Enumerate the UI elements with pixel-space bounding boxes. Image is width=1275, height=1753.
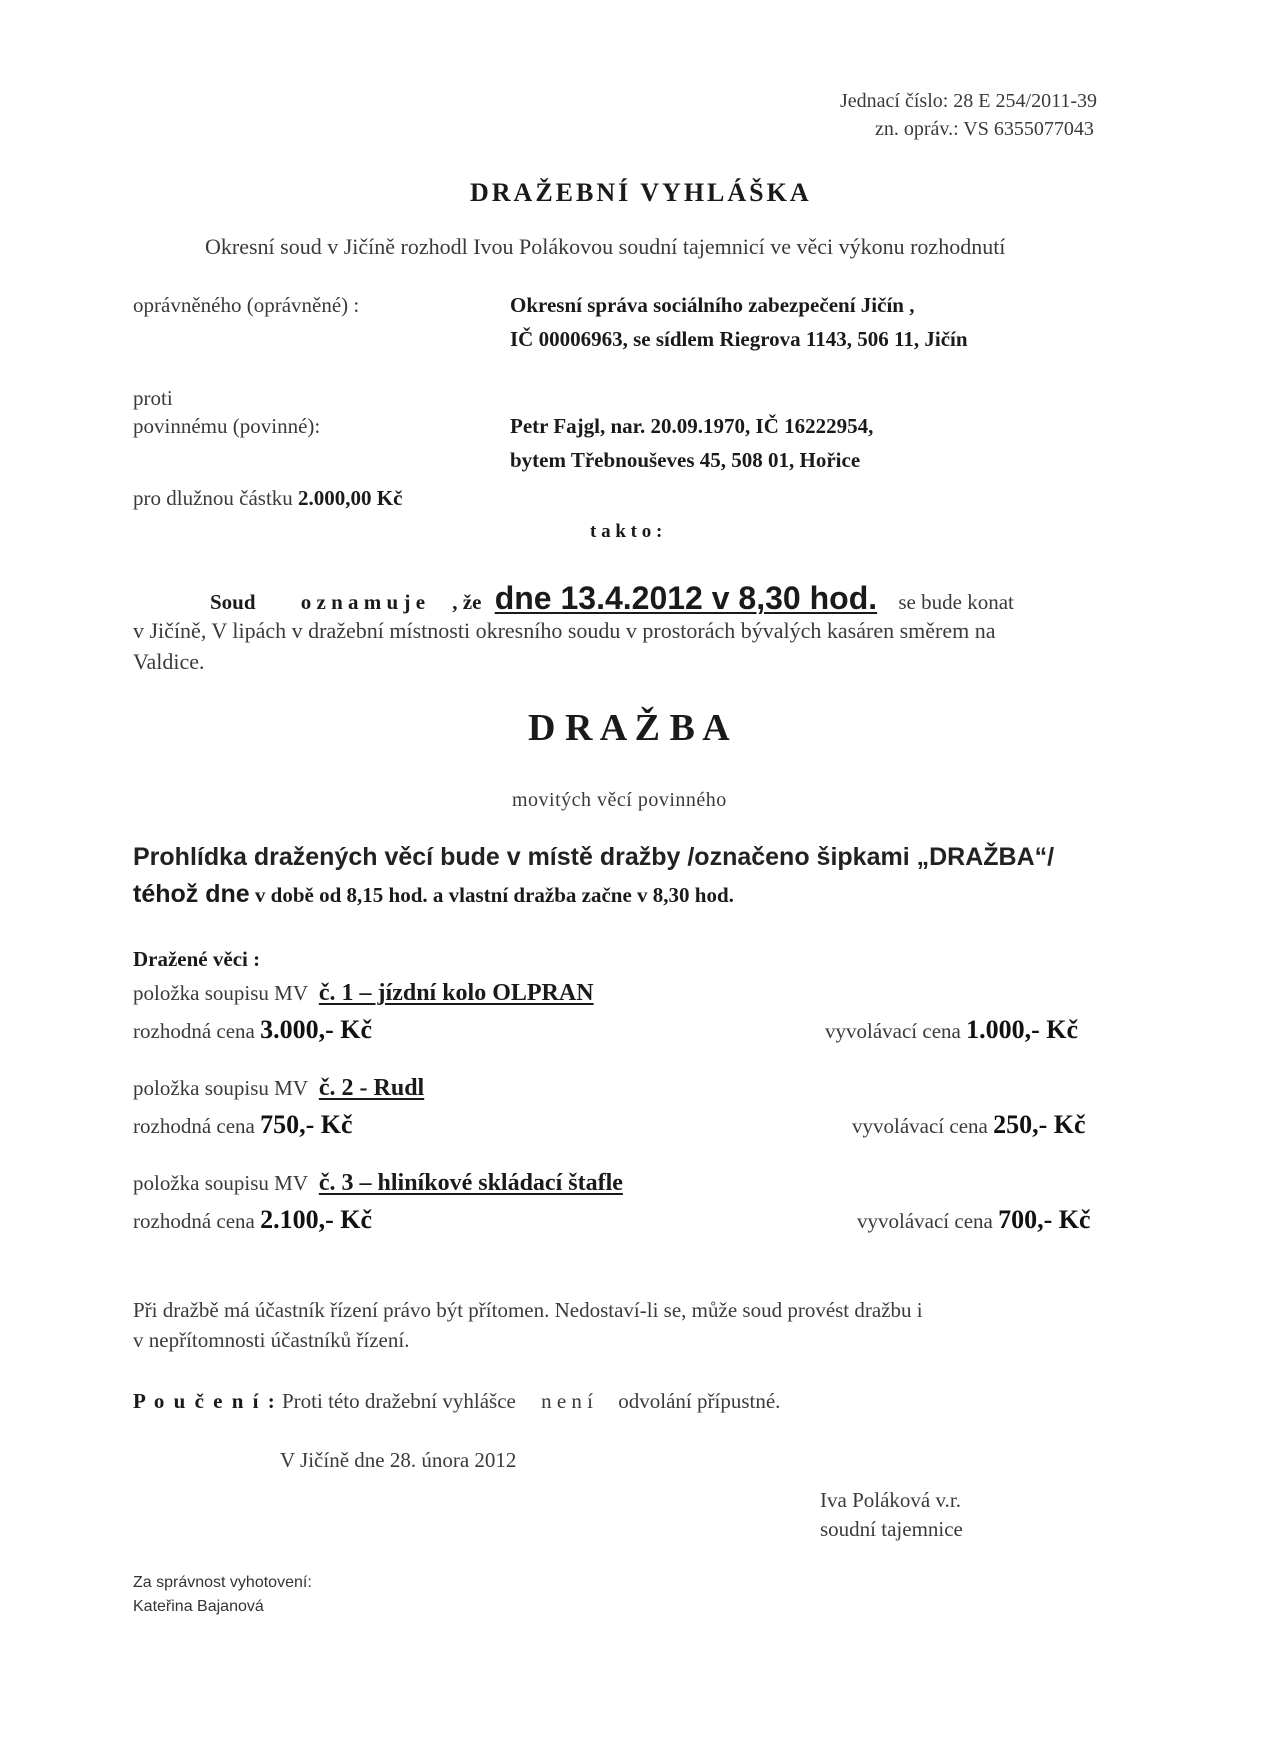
same-day-label: téhož dne: [133, 880, 250, 908]
item-3-line: [133, 1168, 623, 1199]
item-1-decisive-price: [133, 1013, 372, 1047]
auction-title: D R A Ž B A: [528, 707, 730, 749]
starting-price-label: vyvolávací cena: [852, 1114, 988, 1138]
instruction-not: n e n í: [541, 1389, 593, 1413]
reference-number-secondary: zn. opráv.: VS 6355077043: [875, 118, 1094, 140]
debtor-name: Petr Fajgl, nar. 20.09.1970, IČ 16222954,: [510, 414, 874, 438]
place-and-date: V Jičíně dne 28. února 2012: [280, 1448, 517, 1472]
decisive-price-value: 3.000,- Kč: [260, 1015, 373, 1044]
announcement-rest: se bude konat: [898, 590, 1014, 614]
item-label: položka soupisu MV: [133, 1076, 308, 1100]
announcement-line: [210, 578, 1014, 620]
item-1-starting-price: [825, 1013, 1078, 1047]
debtor-label: povinnému (povinné):: [133, 414, 321, 438]
creditor-label: oprávněného (oprávněné) :: [133, 293, 360, 317]
inspection-line-1: Prohlídka dražených věcí bude v místě dražby /označeno šipkami „DRAŽBA“/: [133, 843, 1055, 871]
item-2-decisive-price: [133, 1108, 353, 1142]
item-1-line: [133, 978, 594, 1009]
auction-subtitle: movitých věcí povinného: [512, 789, 727, 811]
instruction-text-end: odvolání přípustné.: [618, 1389, 781, 1413]
court-word: Soud: [210, 590, 256, 614]
decisive-price-label: rozhodná cena: [133, 1019, 255, 1043]
document-title: DRAŽEBNÍ VYHLÁŠKA: [470, 178, 812, 207]
starting-price-value: 1.000,- Kč: [966, 1015, 1079, 1044]
item-3-starting-price: [857, 1203, 1091, 1237]
creditor-name: Okresní správa sociálního zabezpečení Jičín ,: [510, 293, 915, 317]
intro-text: Okresní soud v Jičíně rozhodl Ivou Polákovou soudní tajemnicí ve věci výkonu rozhodnutí: [205, 234, 1006, 259]
item-title: č. 3 – hliníkové skládací štafle: [318, 1170, 623, 1196]
inspection-time: v době od 8,15 hod. a vlastní dražba začne v 8,30 hod.: [254, 883, 734, 907]
decisive-price-value: 750,- Kč: [260, 1110, 353, 1139]
item-2-starting-price: [852, 1108, 1086, 1142]
debt-label: pro dlužnou částku: [133, 486, 293, 510]
item-title: č. 1 – jízdní kolo OLPRAN: [318, 980, 594, 1006]
certification-label: Za správnost vyhotovení:: [133, 1574, 312, 1591]
that-word: , že: [452, 590, 482, 614]
item-2-line: [133, 1073, 424, 1104]
signatory-role: soudní tajemnice: [820, 1517, 963, 1541]
starting-price-value: 700,- Kč: [998, 1205, 1091, 1234]
debtor-address: bytem Třebnouševes 45, 508 01, Hořice: [510, 448, 861, 472]
item-title: č. 2 - Rudl: [318, 1075, 425, 1101]
creditor-address: IČ 00006963, se sídlem Riegrova 1143, 506 11, Jičín: [510, 327, 968, 351]
notice-line-2: v nepřítomnosti účastníků řízení.: [133, 1328, 410, 1352]
signatory-name: Iva Poláková v.r.: [820, 1488, 961, 1512]
instruction-label: P o u č e n í :: [133, 1389, 277, 1413]
announcement-location-end: Valdice.: [133, 649, 205, 674]
announcement-location: v Jičíně, V lipách v dražební místnosti okresního soudu v prostorách bývalých kasáren směrem na: [133, 618, 996, 643]
instruction-text: Proti této dražební vyhlášce: [282, 1389, 516, 1413]
starting-price-label: vyvolávací cena: [857, 1209, 993, 1233]
decisive-price-label: rozhodná cena: [133, 1209, 255, 1233]
debt-amount: 2.000,00 Kč: [298, 486, 403, 510]
item-label: položka soupisu MV: [133, 1171, 308, 1195]
inspection-line-2: [133, 878, 734, 911]
reference-number: Jednací číslo: 28 E 254/2011-39: [840, 90, 1097, 112]
certification-name: Kateřina Bajanová: [133, 1598, 264, 1615]
auction-date: dne 13.4.2012 v 8,30 hod.: [494, 580, 878, 616]
starting-price-value: 250,- Kč: [993, 1110, 1086, 1139]
instruction-line: [133, 1388, 780, 1415]
decisive-price-value: 2.100,- Kč: [260, 1205, 373, 1234]
notice-line-1: Při dražbě má účastník řízení právo být přítomen. Nedostaví-li se, může soud provést dražbu i: [133, 1298, 923, 1322]
item-3-decisive-price: [133, 1203, 372, 1237]
decisive-price-label: rozhodná cena: [133, 1114, 255, 1138]
items-heading: Dražené věci :: [133, 947, 261, 971]
takto-label: t a k t o :: [590, 521, 663, 542]
item-label: položka soupisu MV: [133, 981, 308, 1005]
announces-word: o z n a m u j e: [300, 590, 426, 614]
starting-price-label: vyvolávací cena: [825, 1019, 961, 1043]
debt-amount-line: [133, 485, 402, 512]
against-label: proti: [133, 386, 173, 410]
